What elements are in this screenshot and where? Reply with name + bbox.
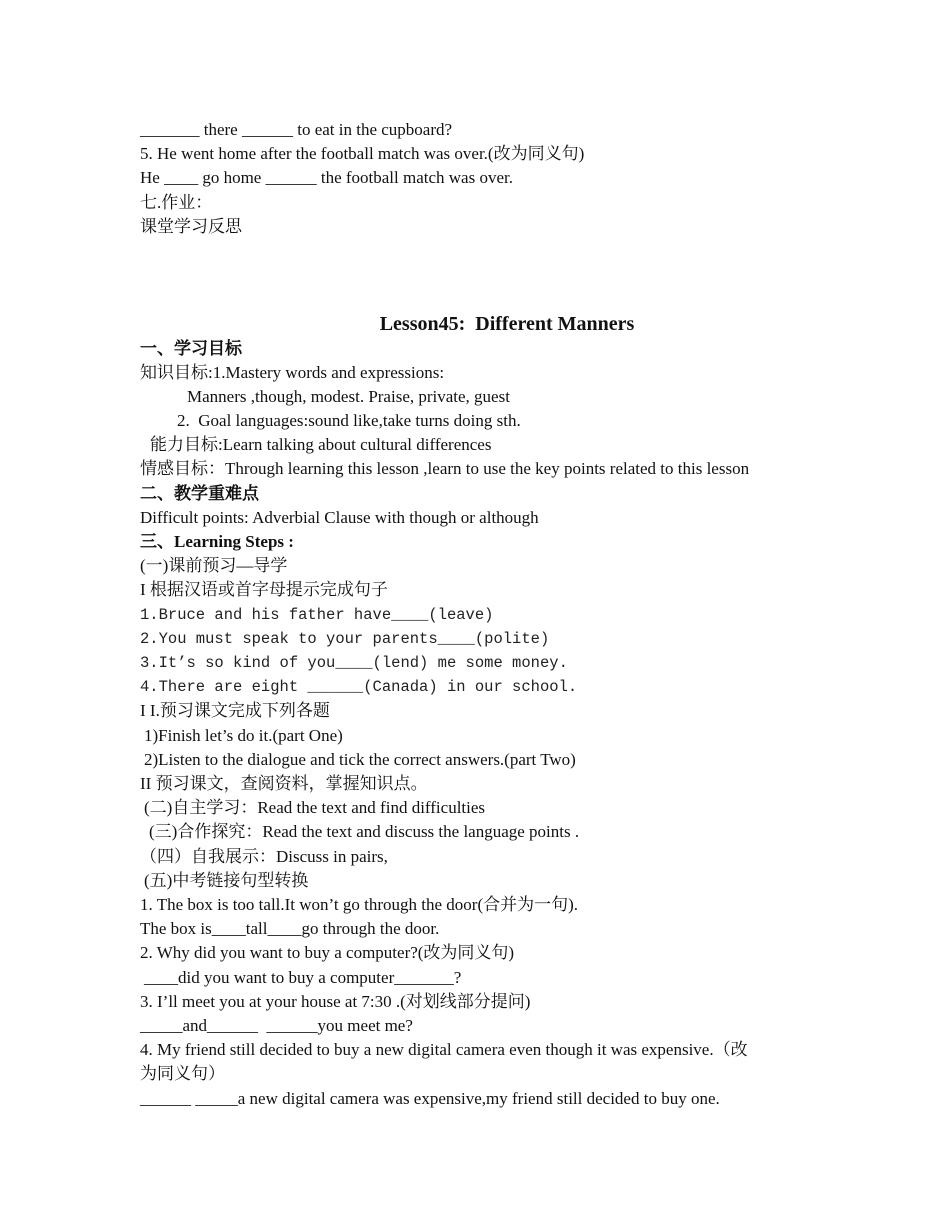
text-line: （四）自我展示：Discuss in pairs, (140, 847, 388, 866)
text-line: I I.预习课文完成下列各题 (140, 701, 330, 720)
section-heading: 二、教学重难点 (140, 484, 259, 503)
question-line: 2. Why did you want to buy a computer?(改为同义句) (140, 943, 515, 962)
text-line: Manners ,though, modest. Praise, private, guest (187, 387, 510, 406)
text-line: _______ there ______ to eat in the cupboard? (140, 120, 453, 139)
text-line: (二)自主学习：Read the text and find difficulties (144, 798, 486, 817)
text-line: 2. Goal languages:sound like,take turns doing sth. (177, 411, 521, 430)
text-line: 5. He went home after the football match was over.(改为同义句) (140, 144, 585, 163)
text-line: 七.作业： (140, 193, 213, 212)
text-line: He ____ go home ______ the football match was over. (140, 168, 513, 187)
text-line: 知识目标:1.Mastery words and expressions: (140, 363, 445, 382)
answer-line: The box is____tall____go through the door. (140, 919, 440, 938)
text-line: 能力目标:Learn talking about cultural differences (150, 435, 492, 454)
answer-line: _____and______ ______you meet me? (140, 1016, 413, 1035)
exercise-line: 2.You must speak to your parents____(polite) (140, 630, 550, 648)
text-line: (五)中考链接句型转换 (144, 871, 309, 890)
text-line: 情感目标：Through learning this lesson ,learn to use the key points related to this lesson (140, 459, 750, 478)
text-line: Difficult points: Adverbial Clause with though or although (140, 508, 539, 527)
section-heading: 三、Learning Steps : (140, 532, 294, 551)
exercise-line: 4.There are eight ______(Canada) in our school. (140, 678, 578, 696)
text-line: (三)合作探究：Read the text and discuss the language points . (149, 822, 580, 841)
text-line: 课堂学习反思 (140, 217, 242, 236)
question-line: 3. I’ll meet you at your house at 7:30 .(对划线部分提问) (140, 992, 531, 1011)
answer-line: ____did you want to buy a computer_______? (144, 968, 462, 987)
text-line: I 根据汉语或首字母提示完成句子 (140, 580, 388, 599)
section-heading: 一、学习目标 (140, 339, 242, 358)
text-line: (一)课前预习—导学 (140, 556, 288, 575)
text-line: 1)Finish let’s do it.(part One) (144, 726, 343, 745)
exercise-line: 3.It’s so kind of you____(lend) me some money. (140, 654, 568, 672)
text-line: 2)Listen to the dialogue and tick the correct answers.(part Two) (144, 750, 576, 769)
question-line: 4. My friend still decided to buy a new digital camera even though it was expensive.（改 (140, 1040, 748, 1059)
lesson-title: Lesson45: Different Manners (379, 313, 635, 335)
text-line: II 预习课文，查阅资料，掌握知识点。 (140, 774, 428, 793)
exercise-line: 1.Bruce and his father have____(leave) (140, 606, 494, 624)
answer-line: ______ _____a new digital camera was expensive,my friend still decided to buy one. (140, 1089, 720, 1108)
question-line: 为同义句） (140, 1064, 225, 1083)
question-line: 1. The box is too tall.It won’t go through the door(合并为一句). (140, 895, 579, 914)
